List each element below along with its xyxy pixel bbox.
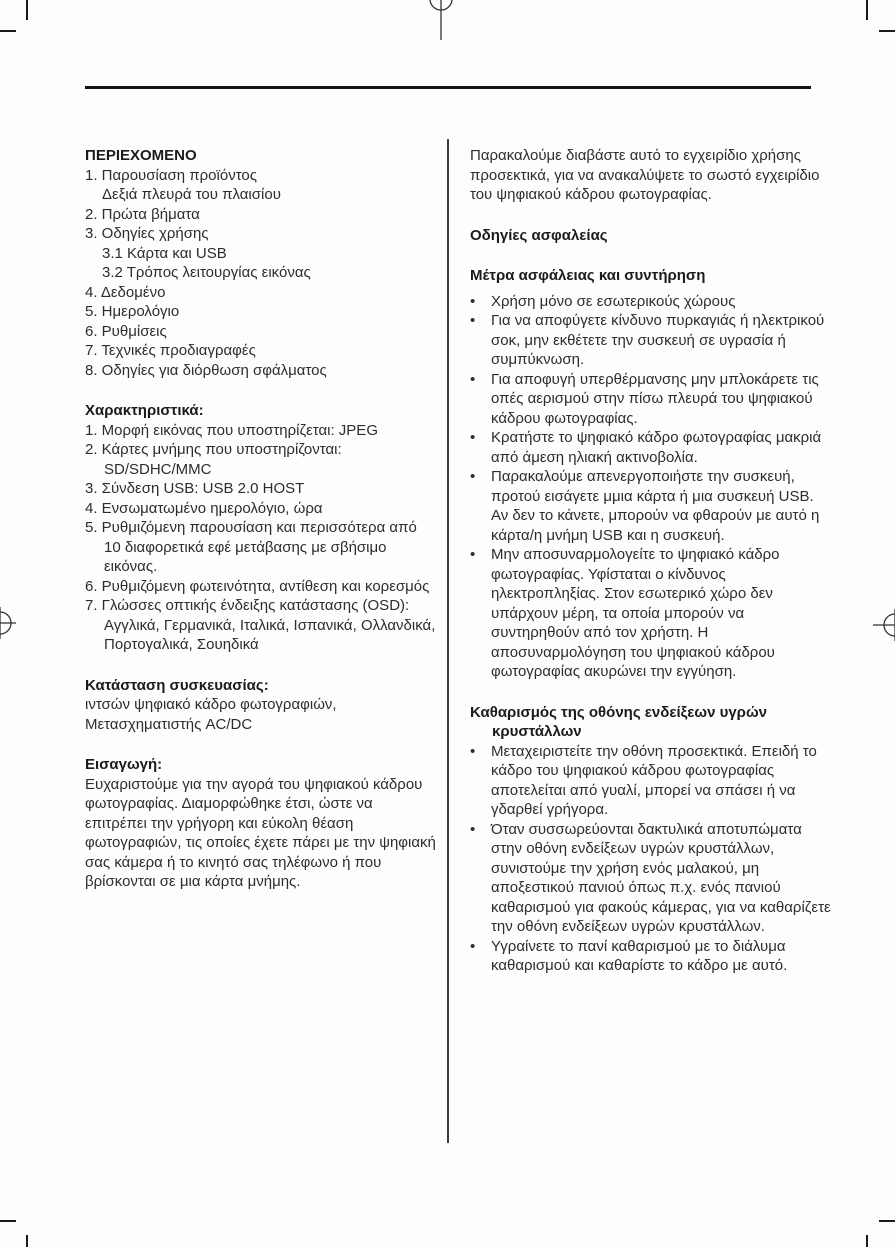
measure-item <box>470 467 834 545</box>
cleaning-text: Υγραίνετε το πανί καθαρισμού με το διάλυμα καθαρισμού και καθαρίστε το κάδρο με αυτό. <box>491 937 788 974</box>
bullet-marker: • <box>470 820 476 838</box>
bullet-marker: • <box>470 292 476 310</box>
feature-item: 3. Σύνδεση USB: USB 2.0 HOST <box>85 480 305 497</box>
cleaning-item <box>470 820 834 937</box>
right-column <box>470 146 834 997</box>
features-title: Χαρακτηριστικά: <box>85 402 204 419</box>
toc-section <box>85 146 437 380</box>
feature-item: 5. Ρυθμιζόμενη παρουσίαση και περισσότερα από 10 διαφορετικά εφέ μετάβασης με σβήσιμο εικόνας. <box>85 519 417 575</box>
measure-item <box>470 292 834 312</box>
toc-line: Δεξιά πλευρά του πλαισίου <box>102 186 281 203</box>
measure-text: Μην αποσυναρμολογείτε το ψηφιακό κάδρο φωτογραφίας. Υφίσταται ο κίνδυνος ηλεκτροπληξίας. Στον εσωτερικό χώρο δεν υπάρχουν μέρη, τα οποία μπορούν να συντηρηθούν από τον χρήστη. Η αποσυναρμολόγηση του ψηφιακού κάδρου φωτογραφίας ακυρώνει την εγγύηση. <box>491 546 780 680</box>
measure-item <box>470 545 834 682</box>
feature-item: 6. Ρυθμιζόμενη φωτεινότητα, αντίθεση και κορεσμός <box>85 577 430 595</box>
crop-mark <box>26 0 28 20</box>
cleaning-section <box>470 703 834 976</box>
bullet-marker: • <box>470 429 476 446</box>
intro-title: Εισαγωγή: <box>85 756 163 773</box>
toc-line: 3. Οδηγίες χρήσης <box>85 225 209 242</box>
cleaning-text: Μεταχειριστείτε την οθόνη προσεκτικά. Επειδή το κάδρο του ψηφιακού κάδρου φωτογραφίας αποτελείται από γυαλί, μπορεί να σπάσει ή να γδαρθεί γρήγορα. <box>491 742 817 818</box>
crop-mark <box>0 1220 16 1222</box>
safety-title: Οδηγίες ασφαλείας <box>470 226 608 244</box>
measures-section <box>470 266 834 682</box>
cleaning-item <box>470 742 834 820</box>
crop-mark <box>879 30 895 32</box>
left-column <box>85 146 437 913</box>
measure-text: Για να αποφύγετε κίνδυνο πυρκαγιάς ή ηλεκτρικού σοκ, μην εκθέτετε την συσκευή σε υγρασία ή συμπύκνωση. <box>491 312 825 368</box>
toc-title: ΠΕΡΙΕΧΟΜΕΝΟ <box>85 147 197 164</box>
toc-line: 6. Ρυθμίσεις <box>85 322 167 340</box>
registration-mark-icon <box>873 607 895 643</box>
toc-line: 8. Οδηγίες για διόρθωση σφάλματος <box>85 361 327 379</box>
cleaning-item <box>470 937 834 976</box>
crop-mark <box>0 30 16 32</box>
bullet-marker: • <box>470 937 476 955</box>
measure-item <box>470 311 834 370</box>
measure-text: Για αποφυγή υπερθέρμανσης μην μπλοκάρετε τις οπές αερισμού στην πίσω πλευρά του ψηφιακού κάδρου φωτογραφίας. <box>491 370 819 427</box>
feature-item: 7. Γλώσσες οπτικής ένδειξης κατάστασης (OSD): Αγγλικά, Γερμανικά, Ιταλικά, Ισπανικά, Ολλανδικά, Πορτογαλικά, Σουηδικά <box>85 597 436 653</box>
bullet-marker: • <box>470 312 476 329</box>
toc-line: 4. Δεδομένο <box>85 283 166 301</box>
toc-line: 1. Παρουσίαση προϊόντος <box>85 166 257 184</box>
opening-section <box>470 146 834 205</box>
intro-section <box>85 755 437 892</box>
column-divider <box>447 139 449 1143</box>
bullet-marker: • <box>470 468 476 485</box>
package-section <box>85 676 437 735</box>
measure-text: Παρακαλούμε απενεργοποιήστε την συσκευή, προτού εισάγετε μμια κάρτα ή μια συσκευή USB. Αν δεν το κάνετε, μπορούν να φθαρούν με αυτό η κάρτα/η μνήμη USB και η συσκευή. <box>491 468 820 544</box>
bullet-marker: • <box>470 546 476 563</box>
header-rule <box>85 86 811 89</box>
package-line: Μετασχηματιστής AC/DC <box>85 715 253 733</box>
measure-text: Κρατήστε το ψηφιακό κάδρο φωτογραφίας μακριά από άμεση ηλιακή ακτινοβολία. <box>491 429 822 466</box>
crop-mark <box>866 1235 868 1247</box>
crop-mark <box>879 1220 895 1222</box>
feature-item: 2. Κάρτες μνήμης που υποστηρίζονται: SD/SDHC/MMC <box>85 441 342 478</box>
features-section <box>85 401 437 655</box>
safety-heading-section <box>470 226 834 246</box>
cleaning-title: Καθαρισμός της οθόνης ενδείξεων υγρών κρυστάλλων <box>470 703 767 740</box>
toc-line: 7. Τεχνικές προδιαγραφές <box>85 342 256 359</box>
measure-item <box>470 428 834 467</box>
bullet-marker: • <box>470 742 476 760</box>
package-title: Κατάσταση συσκευασίας: <box>85 676 269 694</box>
bullet-marker: • <box>470 370 476 388</box>
toc-line: 5. Ημερολόγιο <box>85 303 180 320</box>
registration-mark-icon <box>411 0 471 42</box>
crop-mark <box>26 1235 28 1247</box>
intro-body: Ευχαριστούμε για την αγορά του ψηφιακού κάδρου φωτογραφίας. Διαμορφώθηκε έτσι, ώστε να επιτρέπει την γρήγορη και εύκολη θέαση φωτογραφιών, τις οποίες έχετε πάρει με την ψηφιακή σας κάμερα ή το κινητό σας τηλέφωνο ή που βρίσκονται σε μια κάρτα μνήμης. <box>85 775 436 890</box>
feature-item: 4. Ενσωματωμένο ημερολόγιο, ώρα <box>85 499 323 517</box>
registration-mark-icon <box>0 605 18 641</box>
feature-item: 1. Μορφή εικόνας που υποστηρίζεται: JPEG <box>85 421 378 439</box>
toc-line: 3.2 Τρόπος λειτουργίας εικόνας <box>102 264 311 281</box>
measures-title: Μέτρα ασφάλειας και συντήρηση <box>470 267 706 284</box>
opening-paragraph: Παρακαλούμε διαβάστε αυτό το εγχειρίδιο χρήσης προσεκτικά, για να ανακαλύψετε το σωστό εγχειρίδιο του ψηφιακού κάδρου φωτογραφίας. <box>470 147 820 203</box>
toc-line: 3.1 Κάρτα και USB <box>102 244 227 262</box>
crop-mark <box>866 0 868 20</box>
toc-line: 2. Πρώτα βήματα <box>85 205 200 223</box>
measure-text: Χρήση μόνο σε εσωτερικούς χώρους <box>491 292 736 310</box>
measure-item <box>470 370 834 429</box>
package-line: ιντσών ψηφιακό κάδρο φωτογραφιών, <box>85 696 337 713</box>
cleaning-text: Όταν συσσωρεύονται δακτυλικά αποτυπώματα στην οθόνη ενδείξεων υγρών κρυστάλλων, συνιστούμε την χρήση ενός μαλακού, μη αποξεστικού πανιού όπως π.χ. ενός πανιού καθαρισμού για φακούς κάμερας, για να καθαρίζετε την οθόνη ενδείξεων υγρών κρυστάλλων. <box>491 820 831 935</box>
